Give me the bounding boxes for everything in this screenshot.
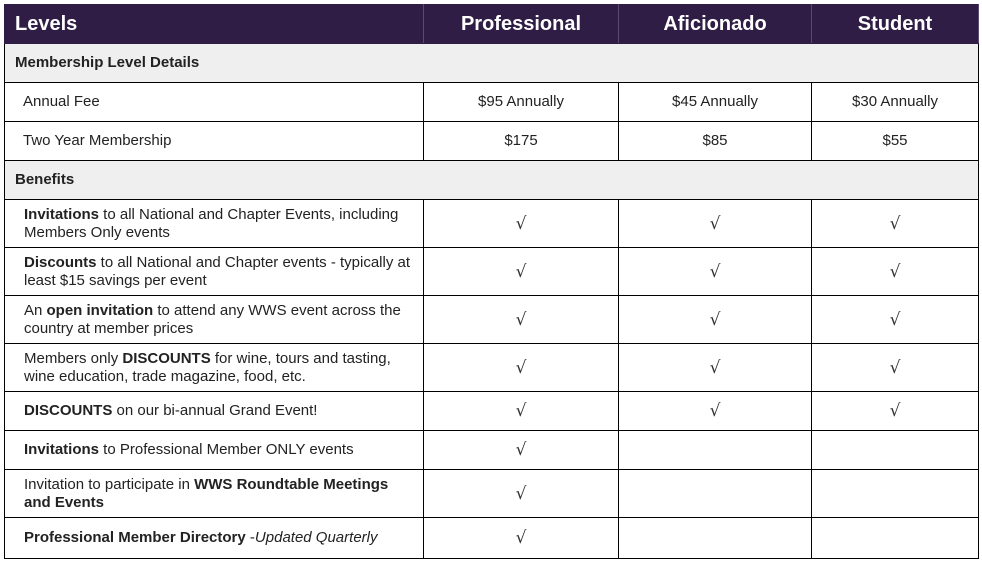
section-title-benefits: Benefits <box>5 161 979 200</box>
header-aficionado: Aficionado <box>619 5 812 44</box>
section-title-details: Membership Level Details <box>5 44 979 83</box>
table-row <box>5 344 979 392</box>
empty-cell <box>812 518 979 559</box>
check-mark-professional: √ <box>424 344 619 392</box>
benefit-text-pre: Invitation to participate in <box>24 475 195 493</box>
table-row <box>5 83 979 122</box>
header-row <box>5 5 979 44</box>
table-row <box>5 470 979 518</box>
empty-cell <box>619 518 812 559</box>
benefit-label <box>5 392 424 431</box>
header-student: Student <box>812 5 979 44</box>
fee-aficionado: $85 <box>619 122 812 161</box>
table-row <box>5 431 979 470</box>
check-mark-aficionado: √ <box>619 392 812 431</box>
table-row <box>5 518 979 559</box>
check-mark-professional: √ <box>424 200 619 248</box>
fee-aficionado: $45 Annually <box>619 83 812 122</box>
benefit-text-post: - <box>245 529 255 546</box>
benefit-text-italic: Updated Quarterly <box>254 529 378 546</box>
check-mark-student: √ <box>812 392 979 431</box>
empty-cell <box>812 470 979 518</box>
benefit-label <box>5 344 424 392</box>
check-mark-professional: √ <box>424 392 619 431</box>
empty-cell <box>619 431 812 470</box>
header-professional: Professional <box>424 5 619 44</box>
table-row <box>5 248 979 296</box>
check-mark-student: √ <box>812 344 979 392</box>
fee-label: Annual Fee <box>5 83 424 122</box>
check-mark-aficionado: √ <box>619 200 812 248</box>
benefit-text-bold: Professional Member Directory <box>24 529 246 546</box>
check-mark-aficionado: √ <box>619 296 812 344</box>
empty-cell <box>812 431 979 470</box>
table-row <box>5 296 979 344</box>
benefit-text-post: to attend any WWS event across the country at member prices <box>24 301 401 337</box>
benefit-label <box>5 470 424 518</box>
table-row <box>5 392 979 431</box>
benefit-text-pre: An <box>24 301 47 319</box>
benefit-text-bold: DISCOUNTS <box>24 402 113 419</box>
benefit-label <box>5 248 424 296</box>
benefit-text-bold: DISCOUNTS <box>122 349 211 367</box>
check-mark-student: √ <box>812 296 979 344</box>
header-levels: Levels <box>5 5 424 44</box>
check-mark-student: √ <box>812 248 979 296</box>
benefit-label <box>5 200 424 248</box>
section-row-benefits <box>5 161 979 200</box>
fee-student: $30 Annually <box>812 83 979 122</box>
check-mark-student: √ <box>812 200 979 248</box>
benefit-text-post: to all National and Chapter events - typically at least $15 savings per event <box>24 253 411 289</box>
empty-cell <box>619 470 812 518</box>
benefit-text-pre: Members only <box>24 349 123 367</box>
check-mark-aficionado: √ <box>619 344 812 392</box>
benefit-text-bold: Discounts <box>24 253 97 271</box>
table-row <box>5 200 979 248</box>
check-mark-professional: √ <box>424 248 619 296</box>
section-row-details <box>5 44 979 83</box>
benefit-text-post: to Professional Member ONLY events <box>99 441 354 458</box>
benefit-text-post: for wine, tours and tasting, wine education, trade magazine, food, etc. <box>24 349 391 385</box>
check-mark-professional: √ <box>424 470 619 518</box>
benefit-text-post: on our bi-annual Grand Event! <box>112 402 318 419</box>
benefit-label <box>5 296 424 344</box>
check-mark-professional: √ <box>424 296 619 344</box>
membership-table <box>4 4 979 559</box>
fee-professional: $95 Annually <box>424 83 619 122</box>
fee-professional: $175 <box>424 122 619 161</box>
benefit-text-bold: Invitations <box>24 441 100 458</box>
check-mark-professional: √ <box>424 518 619 559</box>
fee-student: $55 <box>812 122 979 161</box>
check-mark-professional: √ <box>424 431 619 470</box>
check-mark-aficionado: √ <box>619 248 812 296</box>
table-row <box>5 122 979 161</box>
benefit-label <box>5 518 424 559</box>
fee-label: Two Year Membership <box>5 122 424 161</box>
benefit-text-bold: Invitations <box>24 205 100 223</box>
benefit-text-bold: open invitation <box>46 301 154 319</box>
benefit-text-post: to all National and Chapter Events, including Members Only events <box>24 205 399 241</box>
benefit-label <box>5 431 424 470</box>
benefit-text-bold: WWS Roundtable Meetings and Events <box>24 475 389 511</box>
